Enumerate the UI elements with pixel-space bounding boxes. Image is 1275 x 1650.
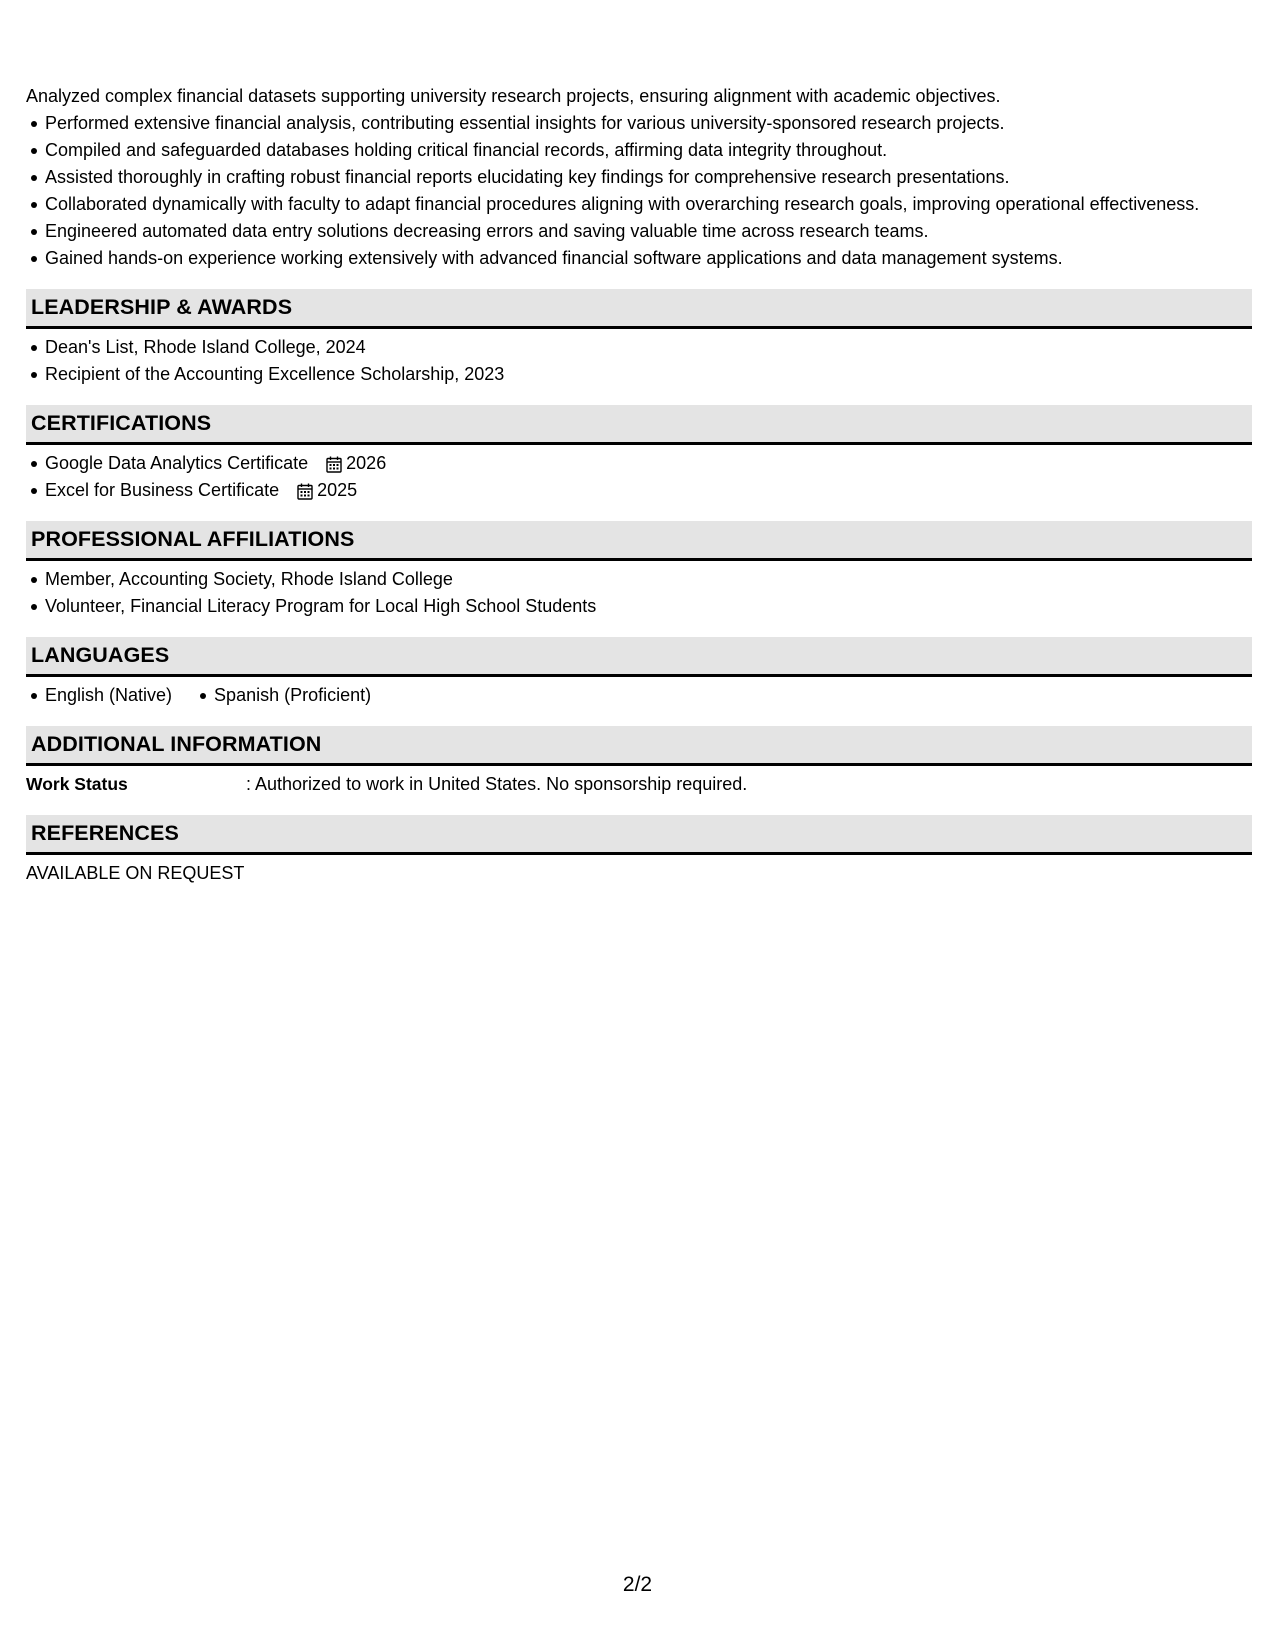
certificate-year: 2025 [317,480,358,500]
page-number: 2/2 [622,1573,653,1596]
work-status-row [26,771,1252,798]
section-title: REFERENCES [31,821,179,845]
list-item: Compiled and safeguarded databases holding critical financial records, affirming data integrity throughout. [26,137,1252,164]
calendar-icon [326,456,342,473]
section-title: CERTIFICATIONS [31,411,212,435]
section-title: ADDITIONAL INFORMATION [31,732,322,756]
list-item [26,477,1252,504]
calendar-icon [297,483,313,500]
leadership-section-header [26,289,1252,329]
certificate-name: Excel for Business Certificate [45,480,280,500]
experience-intro: Analyzed complex financial datasets supporting university research projects, ensuring alignment with academic objectives. [26,86,1001,106]
languages-section-header [26,637,1252,677]
section-title: LEADERSHIP & AWARDS [31,295,293,319]
list-item [26,450,1252,477]
work-status-value: : Authorized to work in United States. No sponsorship required. [246,774,748,794]
list-item: Volunteer, Financial Literacy Program for Local High School Students [26,593,1252,620]
certifications-section-header [26,405,1252,445]
references-section-header [26,815,1252,855]
list-item: Engineered automated data entry solutions decreasing errors and saving valuable time across research teams. [26,218,1252,245]
experience-bullet-list [26,110,1252,272]
list-item: Collaborated dynamically with faculty to adapt financial procedures aligning with overarching research goals, improving operational effectiveness. [26,191,1252,218]
additional-info-section-header [26,726,1252,766]
certificate-name: Google Data Analytics Certificate [45,453,309,473]
languages-list [26,682,1252,709]
list-item: Gained hands-on experience working extensively with advanced financial software applications and data management systems. [26,245,1252,272]
resume-page [26,83,1252,887]
certifications-list [26,450,1252,504]
references-text: AVAILABLE ON REQUEST [26,863,245,883]
work-status-label: Work Status [26,774,128,794]
leadership-list [26,334,1252,388]
certificate-year: 2026 [346,453,387,473]
affiliations-section-header [26,521,1252,561]
list-item: Recipient of the Accounting Excellence Scholarship, 2023 [26,361,1252,388]
section-title: PROFESSIONAL AFFILIATIONS [31,527,355,551]
list-item: Member, Accounting Society, Rhode Island College [26,566,1252,593]
list-item: Assisted thoroughly in crafting robust financial reports elucidating key findings for comprehensive research presentations. [26,164,1252,191]
section-title: LANGUAGES [31,643,170,667]
list-item: Spanish (Proficient) [195,682,371,709]
list-item: Performed extensive financial analysis, contributing essential insights for various university-sponsored research projects. [26,110,1252,137]
affiliations-list [26,566,1252,620]
list-item: English (Native) [26,682,172,709]
list-item: Dean's List, Rhode Island College, 2024 [26,334,1252,361]
